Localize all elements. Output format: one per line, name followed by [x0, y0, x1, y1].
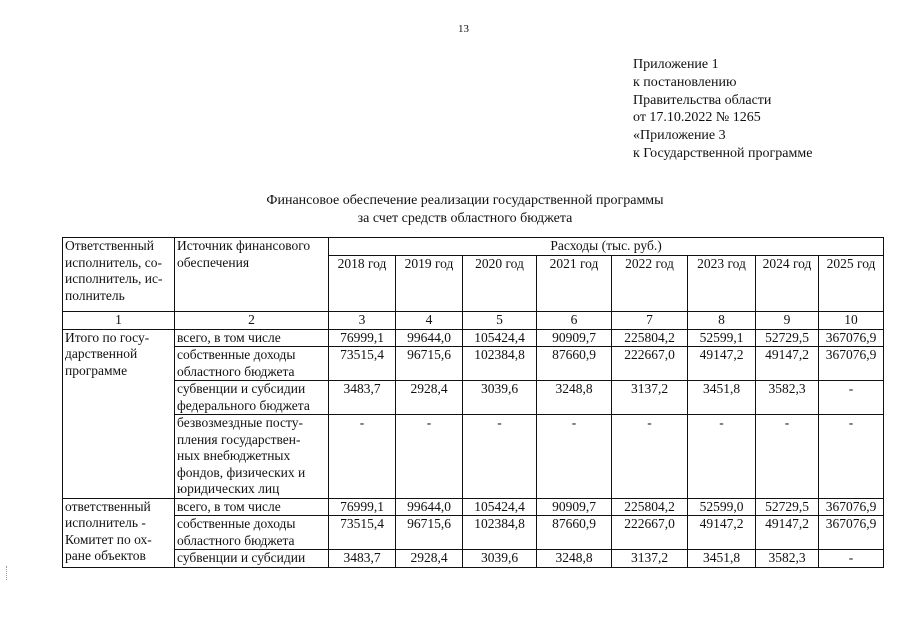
- value-cell: 102384,8: [463, 516, 537, 550]
- value-cell: 90909,7: [537, 329, 612, 347]
- value-cell: 52729,5: [756, 329, 819, 347]
- document-title-line: Финансовое обеспечение реализации государственной программы: [266, 193, 664, 208]
- header-year: 2021 год: [537, 256, 612, 312]
- value-cell: 49147,2: [688, 347, 756, 381]
- column-number: 9: [756, 312, 819, 330]
- value-cell: 367076,9: [819, 516, 884, 550]
- header-year: 2020 год: [463, 256, 537, 312]
- value-cell: -: [537, 415, 612, 499]
- column-number: 6: [537, 312, 612, 330]
- source-cell: [175, 381, 329, 415]
- appendix-line: «Приложение 3: [633, 128, 726, 144]
- source-line: областного бюджета: [177, 532, 295, 548]
- value-cell: 2928,4: [396, 381, 463, 415]
- value-cell: 3137,2: [612, 381, 688, 415]
- value-cell: -: [819, 381, 884, 415]
- table-body: [63, 238, 884, 568]
- header-expenses: Расходы (тыс. руб.): [329, 238, 884, 256]
- executor-cell: [63, 329, 175, 498]
- header-executor-line: полнитель: [65, 287, 125, 303]
- table-row: [63, 347, 884, 381]
- column-number: 5: [463, 312, 537, 330]
- executor-line: ране объектов: [65, 548, 146, 563]
- header-source: [175, 238, 329, 312]
- value-cell: 76999,1: [329, 329, 396, 347]
- value-cell: 96715,6: [396, 347, 463, 381]
- value-cell: 3137,2: [612, 550, 688, 568]
- value-cell: -: [819, 550, 884, 568]
- source-line: субвенции и субсидии: [177, 550, 306, 565]
- source-line: федерального бюджета: [177, 397, 310, 413]
- value-cell: 3248,8: [537, 381, 612, 415]
- value-cell: 76999,1: [329, 498, 396, 516]
- source-cell: [175, 550, 329, 568]
- source-cell: [175, 516, 329, 550]
- source-line: собственные доходы: [177, 347, 296, 362]
- value-cell: 367076,9: [819, 329, 884, 347]
- value-cell: -: [819, 415, 884, 499]
- executor-line: программе: [65, 362, 128, 378]
- source-line: собственные доходы: [177, 516, 296, 531]
- column-number: 3: [329, 312, 396, 330]
- source-line: юридических лиц: [177, 481, 280, 496]
- value-cell: 3451,8: [688, 550, 756, 568]
- source-cell: [175, 415, 329, 499]
- column-number: 1: [63, 312, 175, 330]
- source-line: ных внебюджетных: [177, 448, 291, 463]
- value-cell: 3039,6: [463, 381, 537, 415]
- appendix-line: Приложение 1: [633, 57, 719, 72]
- table-row: [63, 329, 884, 347]
- value-cell: 52599,1: [688, 329, 756, 347]
- value-cell: 367076,9: [819, 498, 884, 516]
- value-cell: 102384,8: [463, 347, 537, 381]
- header-source-line: Источник финансового: [177, 238, 311, 253]
- table-row: [63, 550, 884, 568]
- value-cell: 87660,9: [537, 347, 612, 381]
- source-line: безвозмездные посту-: [177, 415, 303, 430]
- value-cell: -: [463, 415, 537, 499]
- value-cell: 3582,3: [756, 381, 819, 415]
- source-line: областного бюджета: [177, 363, 295, 379]
- executor-cell: [63, 498, 175, 567]
- header-year: 2019 год: [396, 256, 463, 312]
- document-title: [0, 192, 905, 228]
- source-cell: [175, 498, 329, 516]
- appendix-line: Правительства области: [633, 92, 772, 108]
- header-year: 2018 год: [329, 256, 396, 312]
- value-cell: 49147,2: [756, 347, 819, 381]
- value-cell: -: [612, 415, 688, 499]
- value-cell: 87660,9: [537, 516, 612, 550]
- value-cell: 222667,0: [612, 516, 688, 550]
- source-line: всего, в том числе: [177, 329, 281, 345]
- value-cell: 52599,0: [688, 498, 756, 516]
- value-cell: -: [329, 415, 396, 499]
- value-cell: 105424,4: [463, 498, 537, 516]
- header-executor-line: Ответственный: [65, 238, 154, 253]
- value-cell: 225804,2: [612, 329, 688, 347]
- source-line: пления государствен-: [177, 431, 301, 447]
- header-executor-line: исполнитель, со-: [65, 254, 162, 270]
- executor-line: Комитет по ох-: [65, 531, 152, 547]
- value-cell: 225804,2: [612, 498, 688, 516]
- source-cell: [175, 329, 329, 347]
- document-title-line: за счет средств областного бюджета: [357, 211, 573, 226]
- column-number: 8: [688, 312, 756, 330]
- value-cell: 105424,4: [463, 329, 537, 347]
- appendix-line: к Государственной программе: [633, 145, 813, 161]
- table-row: [63, 381, 884, 415]
- source-line: всего, в том числе: [177, 498, 281, 514]
- header-year: 2022 год: [612, 256, 688, 312]
- value-cell: 3039,6: [463, 550, 537, 568]
- executor-line: Итого по госу-: [65, 329, 150, 345]
- source-line: субвенции и субсидии: [177, 381, 306, 396]
- header-executor-line: исполнитель, ис-: [65, 271, 163, 286]
- header-year: 2025 год: [819, 256, 884, 312]
- value-cell: 222667,0: [612, 347, 688, 381]
- value-cell: 3582,3: [756, 550, 819, 568]
- table-row: [63, 516, 884, 550]
- header-source-line: обеспечения: [177, 254, 250, 270]
- page-number: 13: [458, 23, 469, 35]
- value-cell: 3248,8: [537, 550, 612, 568]
- table-header-row: [63, 238, 884, 256]
- column-number: 7: [612, 312, 688, 330]
- column-number: 2: [175, 312, 329, 330]
- appendix-block: [633, 56, 812, 163]
- column-number: 4: [396, 312, 463, 330]
- financing-table: [62, 237, 884, 568]
- header-year: 2024 год: [756, 256, 819, 312]
- source-cell: [175, 347, 329, 381]
- value-cell: 3483,7: [329, 381, 396, 415]
- executor-line: исполнитель -: [65, 515, 146, 530]
- source-line: фондов, физических и: [177, 464, 306, 480]
- column-number: 10: [819, 312, 884, 330]
- value-cell: 90909,7: [537, 498, 612, 516]
- value-cell: -: [396, 415, 463, 499]
- value-cell: 3483,7: [329, 550, 396, 568]
- value-cell: 367076,9: [819, 347, 884, 381]
- appendix-line: от 17.10.2022 № 1265: [633, 110, 761, 126]
- value-cell: 99644,0: [396, 329, 463, 347]
- value-cell: 73515,4: [329, 516, 396, 550]
- executor-line: ответственный: [65, 498, 151, 514]
- value-cell: 52729,5: [756, 498, 819, 516]
- value-cell: 3451,8: [688, 381, 756, 415]
- value-cell: 99644,0: [396, 498, 463, 516]
- value-cell: 49147,2: [688, 516, 756, 550]
- header-executor: [63, 238, 175, 312]
- table-row: [63, 498, 884, 516]
- value-cell: -: [756, 415, 819, 499]
- value-cell: -: [688, 415, 756, 499]
- value-cell: 2928,4: [396, 550, 463, 568]
- value-cell: 96715,6: [396, 516, 463, 550]
- table-column-numbers-row: [63, 312, 884, 330]
- margin-mark: [6, 566, 9, 580]
- table-row: [63, 415, 884, 499]
- value-cell: 73515,4: [329, 347, 396, 381]
- header-year: 2023 год: [688, 256, 756, 312]
- value-cell: 49147,2: [756, 516, 819, 550]
- executor-line: дарственной: [65, 346, 138, 361]
- appendix-line: к постановлению: [633, 74, 737, 90]
